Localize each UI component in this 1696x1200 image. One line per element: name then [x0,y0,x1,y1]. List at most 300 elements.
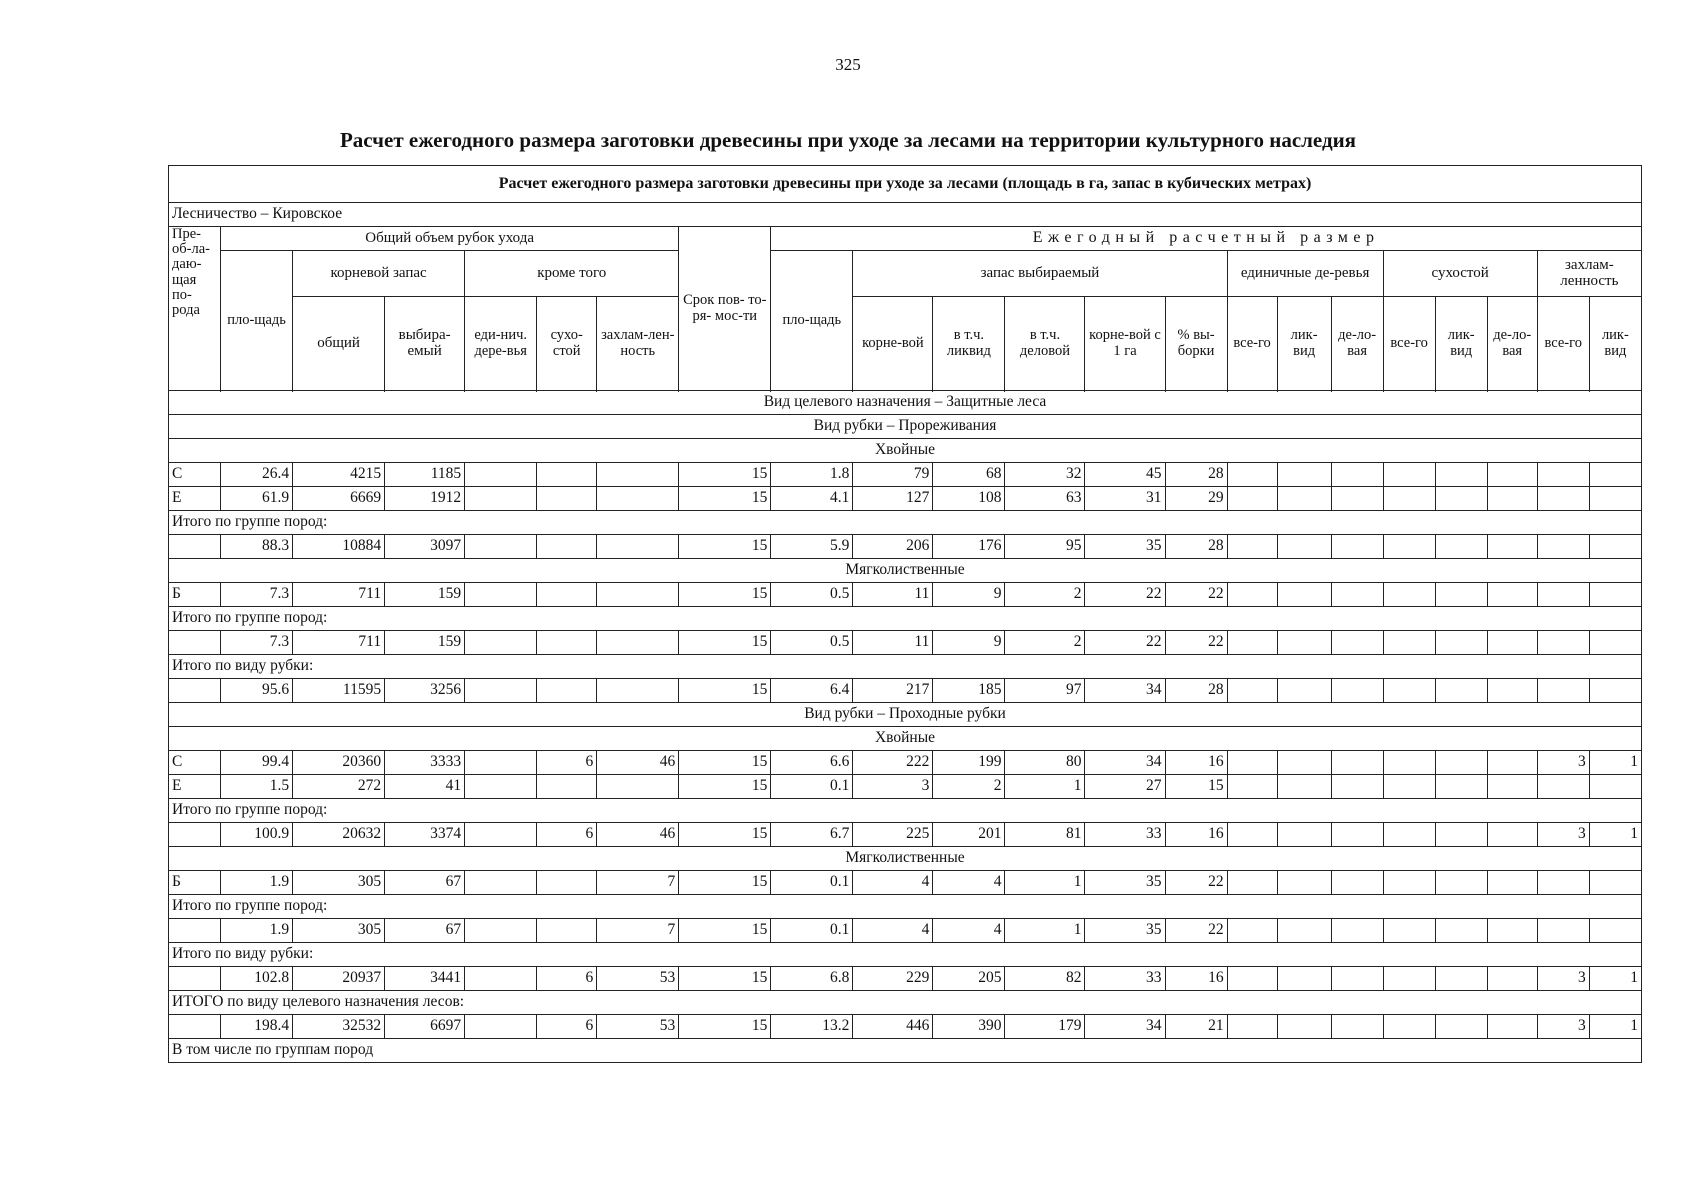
header-single-trees: еди-нич. дере-вья [465,297,537,391]
value-cell [1487,487,1537,511]
value-cell [537,631,597,655]
value-cell [1589,463,1641,487]
value-cell: 1.9 [221,919,293,943]
value-cell: 20632 [293,823,385,847]
subtotal-label: В том числе по группам пород [169,1039,1642,1063]
value-cell: 20360 [293,751,385,775]
value-cell [1277,583,1331,607]
value-cell: 16 [1165,751,1227,775]
value-cell [597,679,679,703]
value-cell: 5.9 [771,535,853,559]
header-dead-liquid: лик-вид [1435,297,1487,391]
value-cell [1589,871,1641,895]
value-cell: 6.7 [771,823,853,847]
value-cell [1331,1015,1383,1039]
value-cell [1537,583,1589,607]
value-cell: 16 [1165,823,1227,847]
value-cell: 46 [597,823,679,847]
subtotal-label: ИТОГО по виду целевого назначения лесов: [169,991,1642,1015]
value-cell [1227,535,1277,559]
value-cell: 0.5 [771,583,853,607]
table-row [169,871,1642,895]
value-cell: 53 [597,967,679,991]
value-cell [1435,679,1487,703]
value-cell: 1 [1005,775,1085,799]
value-cell: 102.8 [221,967,293,991]
value-cell: 15 [679,871,771,895]
species-cell: С [169,751,221,775]
header-clutter: захлам-лен-ность [597,297,679,391]
value-cell: 79 [853,463,933,487]
value-cell: 53 [597,1015,679,1039]
value-cell: 3 [853,775,933,799]
value-cell: 206 [853,535,933,559]
value-cell: 6.4 [771,679,853,703]
value-cell: 95 [1005,535,1085,559]
value-cell [1487,775,1537,799]
header-repeat-period: Срок пов- то-ря- мос-ти [679,227,771,391]
table-row [169,823,1642,847]
table-container [168,165,1642,1063]
value-cell: 1 [1005,919,1085,943]
value-cell [465,871,537,895]
section-heading: Вид рубки – Прореживания [169,415,1642,439]
value-cell [1487,679,1537,703]
value-cell [1487,631,1537,655]
table-row [169,919,1642,943]
subtotal-label-row [169,943,1642,967]
section-heading: Вид целевого назначения – Защитные леса [169,391,1642,415]
value-cell [597,463,679,487]
header-annual: Ежегодный расчетный размер [771,227,1642,251]
value-cell: 225 [853,823,933,847]
value-cell [1277,919,1331,943]
value-cell [1589,775,1641,799]
value-cell [1589,919,1641,943]
value-cell [1537,535,1589,559]
value-cell: 6 [537,823,597,847]
value-cell: 11595 [293,679,385,703]
header-clutter-group: захлам-ленность [1537,251,1641,297]
value-cell [1331,919,1383,943]
value-cell: 11 [853,631,933,655]
header-dead-business: де-ло-вая [1487,297,1537,391]
header-annual-area: пло-щадь [771,251,853,391]
value-cell: 100.9 [221,823,293,847]
value-cell [465,679,537,703]
value-cell [1589,631,1641,655]
section-heading: Хвойные [169,439,1642,463]
value-cell: 6 [537,751,597,775]
subtotal-label-row [169,655,1642,679]
value-cell [1435,631,1487,655]
value-cell [1383,967,1435,991]
value-cell: 7.3 [221,583,293,607]
value-cell: 22 [1085,631,1165,655]
subtotal-label-row [169,895,1642,919]
value-cell: 28 [1165,463,1227,487]
subtotal-label-row [169,607,1642,631]
value-cell [1435,1015,1487,1039]
value-cell [1383,487,1435,511]
value-cell [1227,679,1277,703]
header-root: корне-вой [853,297,933,391]
header-stock-selected: запас выбираемый [853,251,1227,297]
value-cell: 15 [679,631,771,655]
value-cell: 1.5 [221,775,293,799]
value-cell [1277,823,1331,847]
header-besides: кроме того [465,251,679,297]
table-row [169,775,1642,799]
header-single-trees-group: единичные де-ревья [1227,251,1383,297]
value-cell: 7 [597,871,679,895]
value-cell [1537,679,1589,703]
value-cell [1487,871,1537,895]
species-cell: Б [169,871,221,895]
value-cell: 27 [1085,775,1165,799]
species-cell [169,919,221,943]
value-cell [1435,871,1487,895]
value-cell [1227,1015,1277,1039]
value-cell: 217 [853,679,933,703]
value-cell: 15 [679,535,771,559]
value-cell: 35 [1085,535,1165,559]
value-cell: 22 [1085,583,1165,607]
value-cell: 272 [293,775,385,799]
value-cell [1331,751,1383,775]
value-cell [465,631,537,655]
value-cell: 176 [933,535,1005,559]
header-single-total: все-го [1227,297,1277,391]
value-cell: 3333 [385,751,465,775]
value-cell [1331,535,1383,559]
value-cell: 1 [1589,1015,1641,1039]
value-cell: 26.4 [221,463,293,487]
value-cell: 20937 [293,967,385,991]
header-single-business: де-ло-вая [1331,297,1383,391]
value-cell: 35 [1085,919,1165,943]
value-cell: 11 [853,583,933,607]
value-cell: 6 [537,1015,597,1039]
value-cell: 45 [1085,463,1165,487]
value-cell: 159 [385,631,465,655]
header-selectable: выбира-емый [385,297,465,391]
table-caption: Расчет ежегодного размера заготовки древесины при уходе за лесами (площадь в га, запас в кубических метрах) [169,166,1642,203]
value-cell: 198.4 [221,1015,293,1039]
value-cell: 81 [1005,823,1085,847]
value-cell: 7.3 [221,631,293,655]
value-cell: 22 [1165,583,1227,607]
subtotal-label-row [169,799,1642,823]
value-cell: 108 [933,487,1005,511]
header-pct-selection: % вы-борки [1165,297,1227,391]
section-row [169,727,1642,751]
value-cell: 15 [679,751,771,775]
header-incl-business: в т.ч. деловой [1005,297,1085,391]
value-cell: 4215 [293,463,385,487]
value-cell: 67 [385,919,465,943]
header-root-stock: корневой запас [293,251,465,297]
value-cell [537,535,597,559]
value-cell [1383,583,1435,607]
section-row [169,847,1642,871]
table-row [169,967,1642,991]
value-cell [537,487,597,511]
section-row [169,703,1642,727]
species-cell [169,823,221,847]
value-cell [597,631,679,655]
value-cell: 97 [1005,679,1085,703]
value-cell: 711 [293,583,385,607]
value-cell [1435,823,1487,847]
value-cell: 28 [1165,679,1227,703]
value-cell [1383,775,1435,799]
header-single-liquid: лик-вид [1277,297,1331,391]
value-cell [465,463,537,487]
value-cell [1227,631,1277,655]
value-cell: 9 [933,583,1005,607]
species-cell: С [169,463,221,487]
value-cell: 46 [597,751,679,775]
table-row [169,487,1642,511]
value-cell [465,1015,537,1039]
value-cell: 3374 [385,823,465,847]
value-cell [1537,775,1589,799]
value-cell: 199 [933,751,1005,775]
value-cell [1227,871,1277,895]
header-total-volume: Общий объем рубок ухода [221,227,679,251]
value-cell: 1185 [385,463,465,487]
value-cell [1537,631,1589,655]
value-cell: 33 [1085,823,1165,847]
value-cell: 34 [1085,679,1165,703]
value-cell [1277,751,1331,775]
value-cell: 15 [679,823,771,847]
value-cell: 68 [933,463,1005,487]
value-cell: 61.9 [221,487,293,511]
value-cell: 31 [1085,487,1165,511]
value-cell: 82 [1005,967,1085,991]
value-cell: 3 [1537,967,1589,991]
value-cell [1277,679,1331,703]
value-cell [1331,823,1383,847]
value-cell: 15 [679,967,771,991]
value-cell: 35 [1085,871,1165,895]
species-cell: Е [169,487,221,511]
value-cell: 4 [853,919,933,943]
value-cell: 34 [1085,751,1165,775]
value-cell [1435,535,1487,559]
value-cell [1227,463,1277,487]
value-cell: 6 [537,967,597,991]
value-cell: 205 [933,967,1005,991]
value-cell: 21 [1165,1015,1227,1039]
value-cell: 15 [679,1015,771,1039]
value-cell [465,751,537,775]
value-cell [1383,1015,1435,1039]
value-cell: 34 [1085,1015,1165,1039]
value-cell [1435,751,1487,775]
value-cell: 1 [1005,871,1085,895]
value-cell: 3 [1537,1015,1589,1039]
value-cell [1589,535,1641,559]
table-row [169,463,1642,487]
header-root-per-ha: корне-вой с 1 га [1085,297,1165,391]
value-cell [1487,535,1537,559]
header-area: пло-щадь [221,251,293,391]
value-cell: 711 [293,631,385,655]
value-cell [1331,463,1383,487]
subtotal-label: Итого по группе пород: [169,895,1642,919]
subtotal-label: Итого по виду рубки: [169,943,1642,967]
value-cell: 15 [679,463,771,487]
section-heading: Мягколиственные [169,847,1642,871]
value-cell [1435,967,1487,991]
table-row [169,631,1642,655]
value-cell: 67 [385,871,465,895]
value-cell: 32 [1005,463,1085,487]
value-cell [1331,487,1383,511]
table-row [169,535,1642,559]
value-cell [1487,919,1537,943]
subtotal-label-row [169,511,1642,535]
value-cell: 22 [1165,919,1227,943]
value-cell: 4 [933,919,1005,943]
header-clutter-total: все-го [1537,297,1589,391]
value-cell: 10884 [293,535,385,559]
value-cell [1487,583,1537,607]
value-cell: 16 [1165,967,1227,991]
value-cell [1383,631,1435,655]
value-cell: 201 [933,823,1005,847]
value-cell [1331,871,1383,895]
header-dead-wood-group: сухостой [1383,251,1537,297]
value-cell [465,823,537,847]
value-cell: 3 [1537,823,1589,847]
value-cell: 6669 [293,487,385,511]
value-cell [1589,679,1641,703]
value-cell: 2 [1005,583,1085,607]
value-cell [537,919,597,943]
value-cell [1331,583,1383,607]
value-cell: 15 [1165,775,1227,799]
header-incl-liquid: в т.ч. ликвид [933,297,1005,391]
value-cell: 15 [679,583,771,607]
value-cell [1331,775,1383,799]
value-cell: 0.1 [771,775,853,799]
value-cell [1277,871,1331,895]
value-cell: 15 [679,679,771,703]
value-cell: 15 [679,487,771,511]
value-cell: 4 [933,871,1005,895]
value-cell: 305 [293,871,385,895]
value-cell [465,583,537,607]
value-cell [465,535,537,559]
value-cell: 15 [679,919,771,943]
value-cell [597,487,679,511]
value-cell [1537,463,1589,487]
value-cell: 13.2 [771,1015,853,1039]
value-cell: 7 [597,919,679,943]
value-cell [1487,823,1537,847]
value-cell [1277,487,1331,511]
header-clutter-liquid: лик-вид [1589,297,1641,391]
value-cell [1383,751,1435,775]
value-cell [1227,919,1277,943]
value-cell [1383,919,1435,943]
section-row [169,391,1642,415]
value-cell [537,583,597,607]
value-cell [1487,463,1537,487]
header-dead-wood: сухо-стой [537,297,597,391]
value-cell [1331,631,1383,655]
section-row [169,559,1642,583]
value-cell: 2 [1005,631,1085,655]
value-cell [1383,679,1435,703]
value-cell [1589,583,1641,607]
value-cell [597,775,679,799]
subtotal-label-row [169,991,1642,1015]
value-cell [1537,487,1589,511]
table-row [169,751,1642,775]
value-cell [537,679,597,703]
value-cell [1487,1015,1537,1039]
value-cell [1537,871,1589,895]
value-cell [1227,775,1277,799]
value-cell: 3097 [385,535,465,559]
value-cell: 305 [293,919,385,943]
species-cell: Е [169,775,221,799]
value-cell: 185 [933,679,1005,703]
value-cell: 222 [853,751,933,775]
value-cell [1277,967,1331,991]
value-cell [1227,583,1277,607]
subtotal-label: Итого по группе пород: [169,799,1642,823]
value-cell: 0.1 [771,919,853,943]
value-cell: 80 [1005,751,1085,775]
value-cell: 3256 [385,679,465,703]
value-cell: 22 [1165,871,1227,895]
value-cell [537,463,597,487]
value-cell: 1 [1589,751,1641,775]
value-cell: 1.9 [221,871,293,895]
subtotal-label: Итого по виду рубки: [169,655,1642,679]
subtotal-label-row [169,1039,1642,1063]
value-cell [537,871,597,895]
value-cell: 2 [933,775,1005,799]
value-cell: 29 [1165,487,1227,511]
value-cell: 390 [933,1015,1005,1039]
page-number: 325 [835,55,861,74]
value-cell: 446 [853,1015,933,1039]
value-cell [1331,679,1383,703]
value-cell [1435,919,1487,943]
value-cell [1435,583,1487,607]
value-cell: 6697 [385,1015,465,1039]
table-row [169,583,1642,607]
value-cell: 32532 [293,1015,385,1039]
value-cell [1383,463,1435,487]
value-cell: 15 [679,775,771,799]
value-cell: 99.4 [221,751,293,775]
value-cell [1277,631,1331,655]
value-cell [1435,487,1487,511]
species-cell: Б [169,583,221,607]
value-cell: 88.3 [221,535,293,559]
value-cell [1277,463,1331,487]
value-cell [465,967,537,991]
value-cell [1487,751,1537,775]
